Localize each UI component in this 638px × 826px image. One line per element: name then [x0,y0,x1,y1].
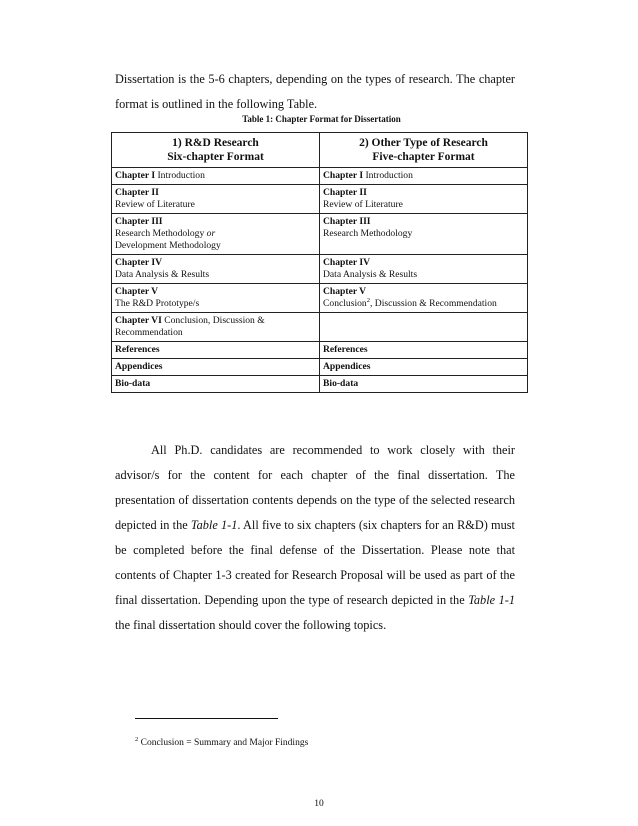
table-cell: Chapter IV Data Analysis & Results [320,255,528,284]
table-cell: Appendices [320,359,528,376]
table-reference: Table 1-1 [190,518,238,532]
table-cell: Chapter I Introduction [112,168,320,185]
col-header-other: 2) Other Type of Research Five-chapter Format [320,133,528,168]
footnote: $^2$ Conclusion = Summary and Major Findings [135,735,309,748]
table-cell: References [320,342,528,359]
table-caption: Table 1: Chapter Format for Dissertation [242,114,401,124]
table-row [112,376,528,393]
table-cell: Chapter IV Data Analysis & Results [112,255,320,284]
table-row [112,185,528,214]
footnote-divider [135,718,278,719]
body-paragraph: All Ph.D. candidates are recommended to work closely with their advisor/s for the content for each chapter of the final dissertation. The presentation of dissertation contents depends on the type of the selected research depicted in the Table 1-1. All five to six chapters (six chapters for an R&D) must be completed before the final defense of the Dissertation. Please note that contents of Chapter 1-3 created for Research Proposal will be used as part of the final dissertation. Depending upon the type of research depicted in the Table 1-1 the final dissertation should cover the following topics. [115,443,515,632]
chapter-format-table [111,132,528,393]
table-row [112,168,528,185]
table-cell: References [112,342,320,359]
table-row [112,284,528,313]
col-header-rd: 1) R&D Research Six-chapter Format [112,133,320,168]
table-reference: Table 1-1 [468,593,515,607]
intro-paragraph: Dissertation is the 5-6 chapters, depending on the types of research. The chapter format is outlined in the following Table. [115,72,515,111]
table-cell: Chapter V Conclusion$^2$, Discussion & Recommendation [320,284,528,313]
table-cell: Chapter III Research Methodology or Development Methodology [112,214,320,255]
page-number: 10 [314,799,324,809]
table-cell: Chapter II Review of Literature [320,185,528,214]
table-cell: Chapter V The R&D Prototype/s [112,284,320,313]
table-row [112,214,528,255]
table-header-row [112,133,528,168]
table-cell-empty [320,313,528,342]
table-row [112,313,528,342]
table-cell: Chapter III Research Methodology [320,214,528,255]
table-row [112,255,528,284]
table-cell: Appendices [112,359,320,376]
table-cell: Chapter II Review of Literature [112,185,320,214]
table-row [112,359,528,376]
table-cell: Bio-data [112,376,320,393]
table-cell: Bio-data [320,376,528,393]
table-cell: Chapter I Introduction [320,168,528,185]
table-row [112,342,528,359]
table-cell: Chapter VI Conclusion, Discussion & Recommendation [112,313,320,342]
